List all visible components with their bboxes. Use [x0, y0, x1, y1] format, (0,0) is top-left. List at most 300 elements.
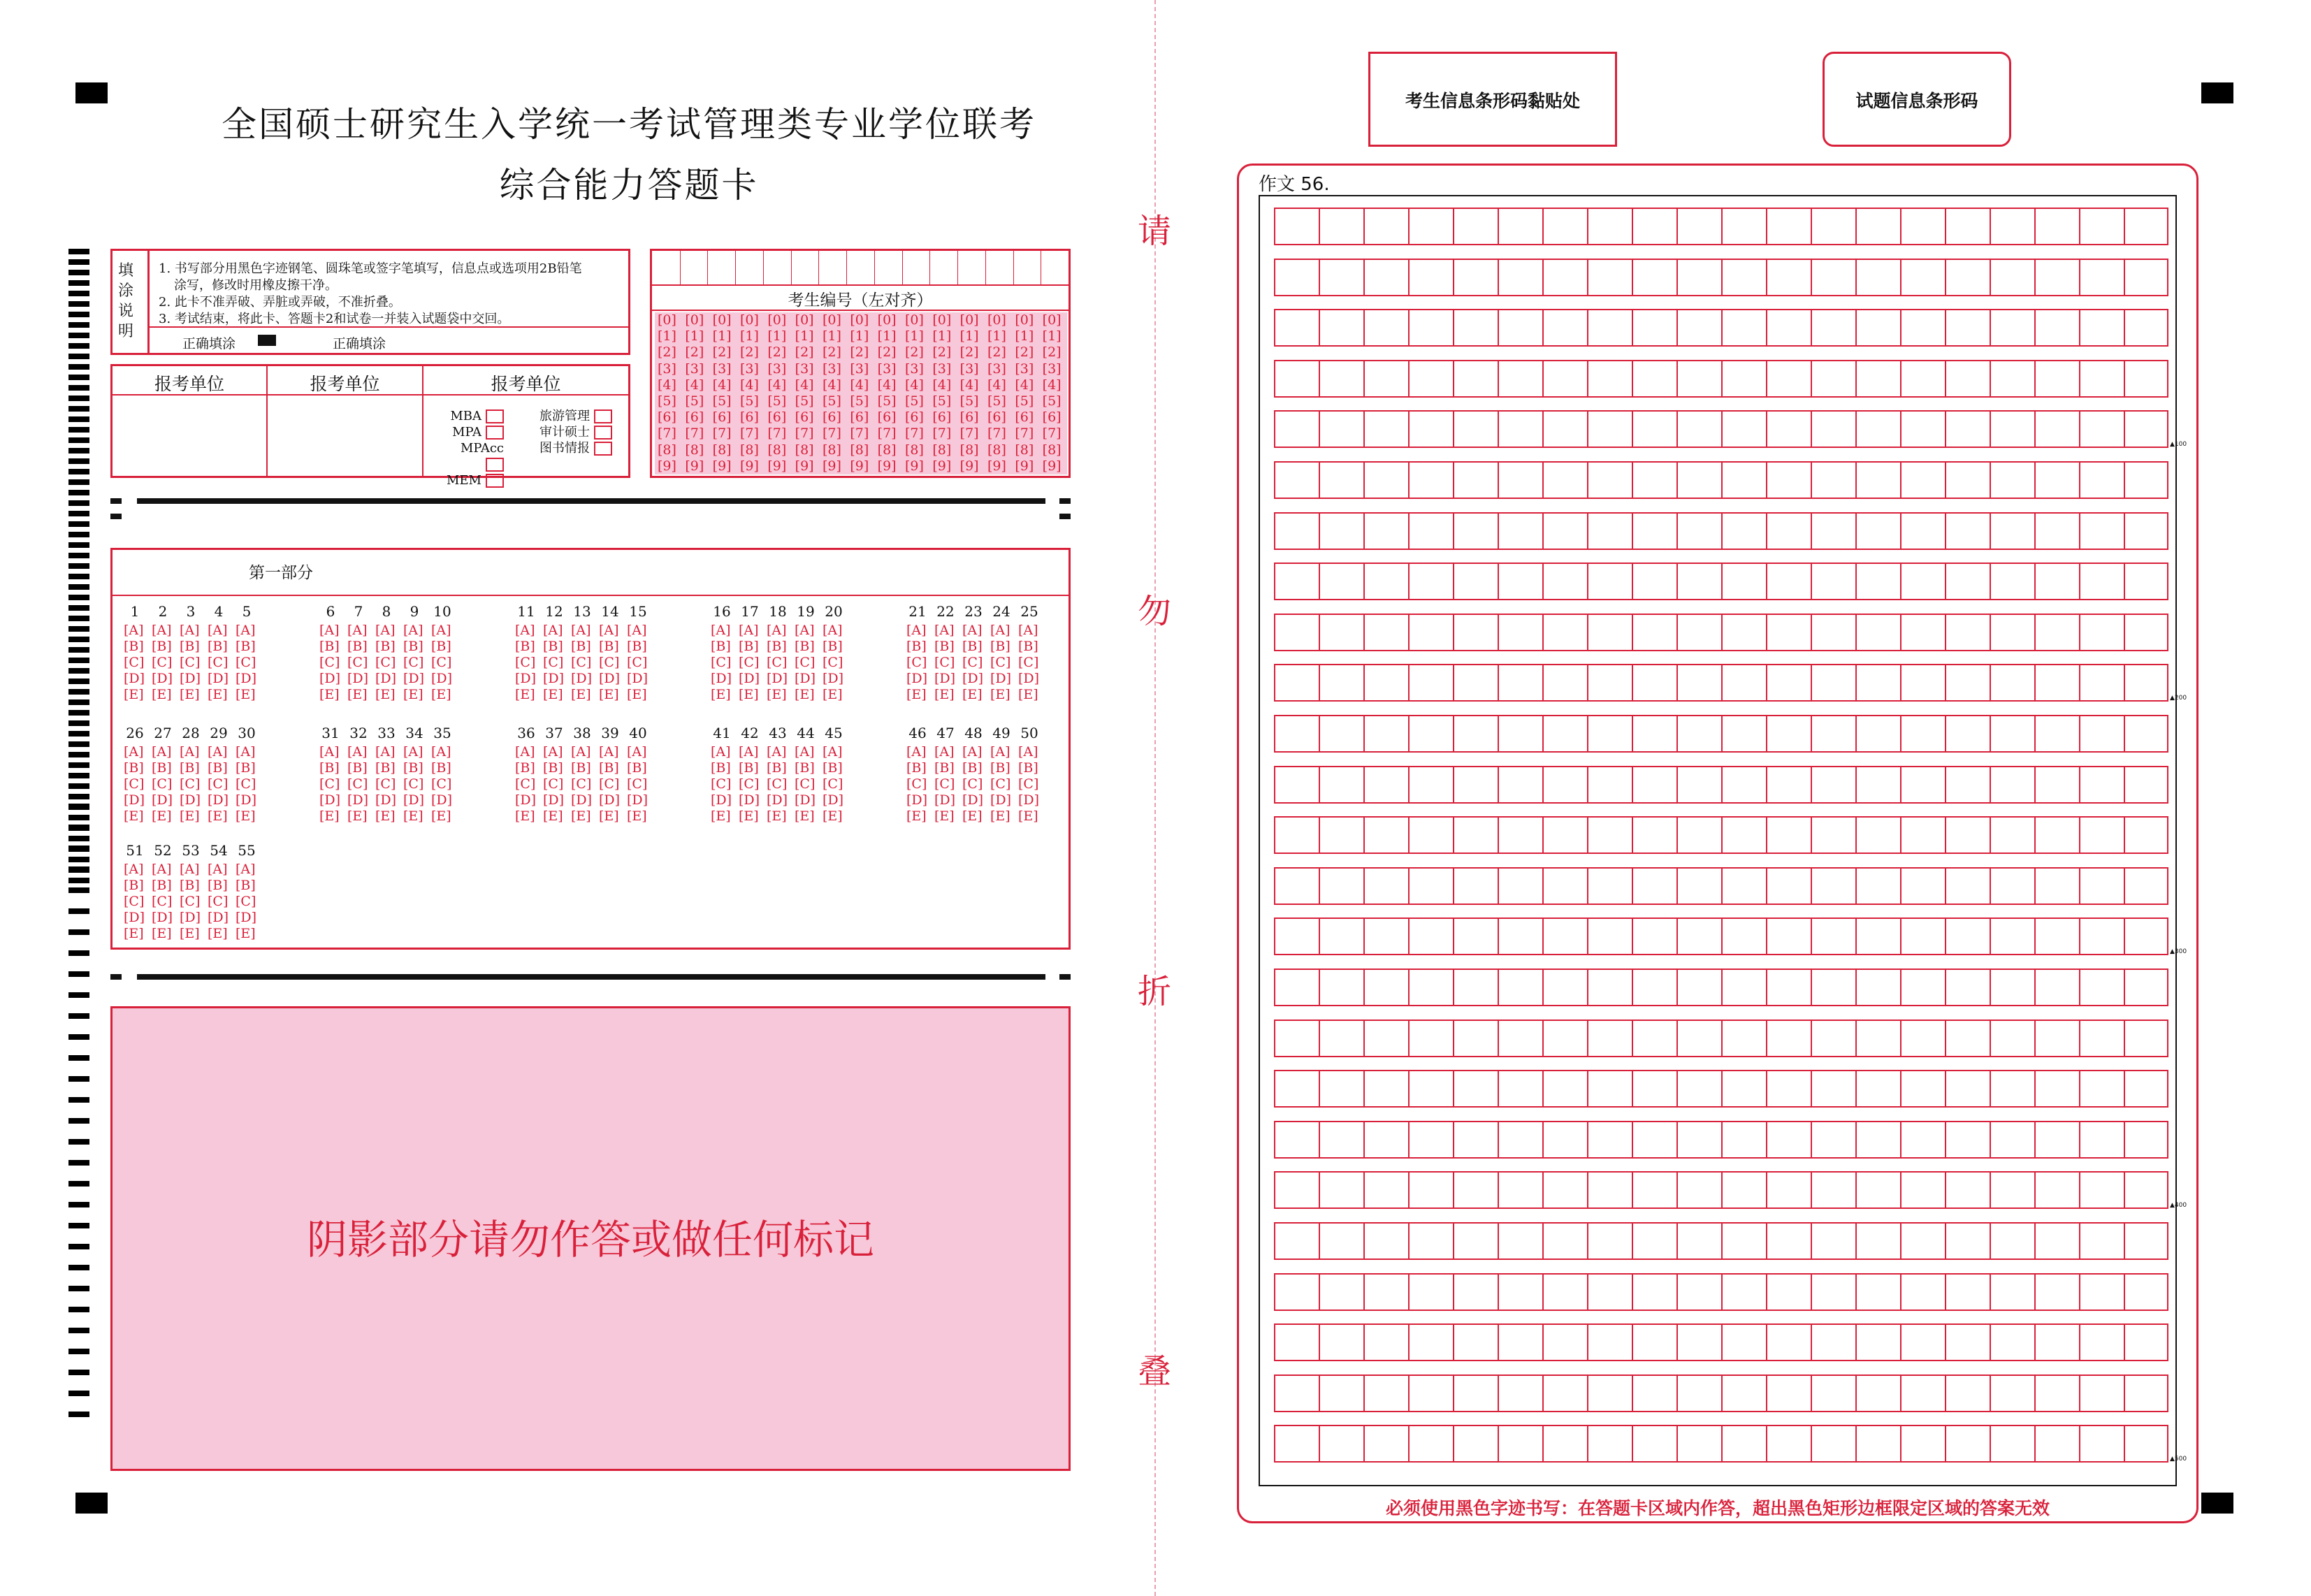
option-bubble[interactable]: [A]	[431, 744, 451, 760]
option-bubble[interactable]: [A]	[152, 862, 172, 877]
option-bubble[interactable]: [E]	[431, 808, 451, 824]
id-bubble[interactable]: [0]	[932, 312, 952, 328]
id-bubble[interactable]: [9]	[1015, 458, 1034, 474]
option-bubble[interactable]: [A]	[823, 744, 843, 760]
option-bubble[interactable]: [E]	[1018, 808, 1038, 824]
id-bubble[interactable]: [3]	[685, 361, 704, 377]
option-bubble[interactable]: [E]	[124, 926, 144, 941]
option-bubble[interactable]: [E]	[962, 687, 983, 702]
id-bubble[interactable]: [8]	[685, 442, 704, 458]
option-bubble[interactable]: [A]	[627, 623, 647, 638]
option-bubble[interactable]: [A]	[403, 744, 423, 760]
option-bubble[interactable]: [C]	[180, 894, 201, 909]
id-bubble[interactable]: [3]	[767, 361, 787, 377]
option-bubble[interactable]: [D]	[431, 671, 453, 686]
option-bubble[interactable]: [D]	[823, 792, 844, 808]
id-bubble[interactable]: [0]	[795, 312, 814, 328]
option-bubble[interactable]: [E]	[347, 687, 368, 702]
option-bubble[interactable]: [B]	[599, 760, 619, 776]
option-bubble[interactable]: [C]	[515, 655, 536, 670]
option-bubble[interactable]: [D]	[236, 792, 257, 808]
id-bubble[interactable]: [4]	[685, 377, 704, 393]
id-bubble[interactable]: [9]	[959, 458, 979, 474]
id-bubble[interactable]: [6]	[658, 409, 676, 426]
id-bubble[interactable]: [2]	[932, 344, 952, 361]
id-bubble[interactable]: [7]	[685, 426, 704, 442]
option-bubble[interactable]: [A]	[934, 623, 955, 638]
option-bubble[interactable]: [E]	[543, 687, 563, 702]
option-bubble[interactable]: [E]	[627, 808, 647, 824]
option-bubble[interactable]: [C]	[711, 655, 732, 670]
option-bubble[interactable]: [D]	[515, 792, 537, 808]
option-bubble[interactable]: [C]	[571, 776, 592, 792]
id-bubble[interactable]: [1]	[795, 328, 814, 344]
option-bubble[interactable]: [A]	[375, 744, 396, 760]
id-bubble[interactable]: [5]	[795, 393, 814, 409]
option-bubble[interactable]: [D]	[627, 792, 649, 808]
unit-option[interactable]: 图书情报	[525, 440, 612, 456]
option-bubble[interactable]: [E]	[124, 687, 144, 702]
id-bubble[interactable]: [5]	[987, 393, 1006, 409]
option-bubble[interactable]: [E]	[375, 687, 396, 702]
option-bubble[interactable]: [C]	[934, 655, 955, 670]
id-bubble[interactable]: [8]	[932, 442, 952, 458]
id-bubble[interactable]: [6]	[740, 409, 759, 426]
option-bubble[interactable]: [A]	[934, 744, 955, 760]
id-bubble[interactable]: [9]	[685, 458, 704, 474]
option-bubble[interactable]: [D]	[124, 910, 145, 925]
option-bubble[interactable]: [B]	[347, 760, 368, 776]
id-bubble[interactable]: [6]	[877, 409, 897, 426]
option-bubble[interactable]: [A]	[124, 862, 144, 877]
option-bubble[interactable]: [A]	[515, 623, 535, 638]
id-bubble[interactable]: [4]	[1042, 377, 1062, 393]
id-bubble[interactable]: [9]	[823, 458, 841, 474]
id-bubble[interactable]: [5]	[959, 393, 979, 409]
id-bubble[interactable]: [9]	[932, 458, 952, 474]
option-bubble[interactable]: [B]	[152, 639, 172, 654]
id-bubble[interactable]: [6]	[905, 409, 924, 426]
option-bubble[interactable]: [A]	[906, 744, 927, 760]
option-bubble[interactable]: [B]	[403, 639, 423, 654]
option-bubble[interactable]: [D]	[319, 792, 341, 808]
id-bubble[interactable]: [1]	[987, 328, 1006, 344]
id-bubble[interactable]: [5]	[658, 393, 676, 409]
option-bubble[interactable]: [A]	[208, 623, 228, 638]
unit-option[interactable]: MPA	[441, 424, 504, 440]
option-bubble[interactable]: [D]	[990, 792, 1012, 808]
option-bubble[interactable]: [C]	[431, 776, 452, 792]
id-bubble[interactable]: [3]	[823, 361, 841, 377]
option-bubble[interactable]: [E]	[347, 808, 368, 824]
id-bubble[interactable]: [2]	[658, 344, 676, 361]
id-bubble[interactable]: [9]	[987, 458, 1006, 474]
option-bubble[interactable]: [A]	[152, 623, 172, 638]
option-bubble[interactable]: [E]	[1018, 687, 1038, 702]
option-bubble[interactable]: [B]	[124, 878, 144, 893]
option-bubble[interactable]: [E]	[208, 687, 228, 702]
option-bubble[interactable]: [B]	[795, 760, 815, 776]
id-bubble[interactable]: [4]	[712, 377, 732, 393]
option-bubble[interactable]: [A]	[236, 862, 256, 877]
option-bubble[interactable]: [B]	[543, 760, 563, 776]
option-bubble[interactable]: [D]	[375, 671, 397, 686]
id-bubble[interactable]: [9]	[795, 458, 814, 474]
id-bubble[interactable]: [0]	[1015, 312, 1034, 328]
option-bubble[interactable]: [D]	[236, 910, 257, 925]
option-bubble[interactable]: [C]	[627, 776, 648, 792]
option-bubble[interactable]: [A]	[180, 623, 200, 638]
id-bubble[interactable]: [5]	[877, 393, 897, 409]
option-bubble[interactable]: [B]	[906, 639, 927, 654]
option-bubble[interactable]: [A]	[1018, 744, 1038, 760]
option-bubble[interactable]: [A]	[627, 744, 647, 760]
id-bubble[interactable]: [4]	[1015, 377, 1034, 393]
option-bubble[interactable]: [B]	[180, 760, 200, 776]
option-bubble[interactable]: [D]	[208, 792, 229, 808]
option-bubble[interactable]: [D]	[152, 910, 173, 925]
option-bubble[interactable]: [B]	[906, 760, 927, 776]
id-bubble[interactable]: [7]	[959, 426, 979, 442]
option-bubble[interactable]: [A]	[767, 623, 787, 638]
option-bubble[interactable]: [B]	[152, 878, 172, 893]
option-bubble[interactable]: [B]	[711, 639, 731, 654]
option-bubble[interactable]: [E]	[236, 808, 256, 824]
option-bubble[interactable]: [D]	[934, 671, 956, 686]
id-bubble[interactable]: [7]	[712, 426, 732, 442]
option-bubble[interactable]: [C]	[347, 655, 368, 670]
id-bubble[interactable]: [7]	[767, 426, 787, 442]
option-bubble[interactable]: [C]	[990, 776, 1011, 792]
option-bubble[interactable]: [E]	[795, 808, 815, 824]
option-bubble[interactable]: [A]	[319, 744, 340, 760]
option-bubble[interactable]: [A]	[599, 744, 619, 760]
option-bubble[interactable]: [E]	[515, 808, 535, 824]
option-bubble[interactable]: [E]	[962, 808, 983, 824]
id-bubble[interactable]: [4]	[987, 377, 1006, 393]
option-bubble[interactable]: [D]	[795, 792, 816, 808]
id-bubble[interactable]: [7]	[932, 426, 952, 442]
option-bubble[interactable]: [E]	[767, 687, 787, 702]
id-bubble[interactable]: [4]	[932, 377, 952, 393]
id-bubble[interactable]: [8]	[1042, 442, 1062, 458]
id-bubble[interactable]: [6]	[712, 409, 732, 426]
option-bubble[interactable]: [E]	[906, 808, 927, 824]
id-bubble[interactable]: [1]	[823, 328, 841, 344]
id-bubble[interactable]: [7]	[658, 426, 676, 442]
option-bubble[interactable]: [A]	[599, 623, 619, 638]
option-bubble[interactable]: [E]	[152, 808, 172, 824]
option-bubble[interactable]: [A]	[711, 623, 731, 638]
id-bubble[interactable]: [7]	[877, 426, 897, 442]
id-bubble[interactable]: [0]	[850, 312, 869, 328]
option-bubble[interactable]: [A]	[739, 744, 759, 760]
id-bubble[interactable]: [4]	[959, 377, 979, 393]
option-bubble[interactable]: [E]	[403, 808, 423, 824]
unit-option[interactable]: 旅游管理	[525, 408, 612, 424]
option-bubble[interactable]: [B]	[711, 760, 731, 776]
option-bubble[interactable]: [E]	[823, 808, 843, 824]
option-bubble[interactable]: [D]	[627, 671, 649, 686]
id-bubble[interactable]: [9]	[767, 458, 787, 474]
id-bubble[interactable]: [2]	[877, 344, 897, 361]
option-bubble[interactable]: [C]	[739, 776, 760, 792]
id-bubble[interactable]: [6]	[767, 409, 787, 426]
id-bubble[interactable]: [0]	[740, 312, 759, 328]
id-bubble[interactable]: [1]	[767, 328, 787, 344]
option-bubble[interactable]: [B]	[180, 878, 200, 893]
id-bubble[interactable]: [5]	[1015, 393, 1034, 409]
option-bubble[interactable]: [D]	[906, 792, 928, 808]
option-bubble[interactable]: [C]	[934, 776, 955, 792]
unit-option[interactable]: MEM	[441, 472, 504, 488]
id-bubble[interactable]: [8]	[658, 442, 676, 458]
id-bubble[interactable]: [1]	[905, 328, 924, 344]
option-bubble[interactable]: [A]	[124, 623, 144, 638]
option-bubble[interactable]: [A]	[1018, 623, 1038, 638]
option-bubble[interactable]: [C]	[375, 776, 396, 792]
option-bubble[interactable]: [D]	[347, 671, 369, 686]
option-bubble[interactable]: [D]	[571, 671, 593, 686]
id-bubble[interactable]: [7]	[1015, 426, 1034, 442]
id-bubble[interactable]: [8]	[1015, 442, 1034, 458]
option-bubble[interactable]: [D]	[180, 792, 201, 808]
id-bubble[interactable]: [3]	[932, 361, 952, 377]
option-bubble[interactable]: [E]	[795, 687, 815, 702]
option-bubble[interactable]: [D]	[208, 671, 229, 686]
option-bubble[interactable]: [C]	[152, 894, 173, 909]
option-bubble[interactable]: [B]	[990, 760, 1010, 776]
option-bubble[interactable]: [D]	[1018, 792, 1040, 808]
option-bubble[interactable]: [D]	[543, 792, 565, 808]
id-bubble[interactable]: [0]	[1042, 312, 1062, 328]
option-bubble[interactable]: [E]	[823, 687, 843, 702]
id-bubble[interactable]: [2]	[1042, 344, 1062, 361]
option-bubble[interactable]: [B]	[823, 639, 843, 654]
option-bubble[interactable]: [D]	[403, 792, 425, 808]
option-bubble[interactable]: [C]	[515, 776, 536, 792]
option-bubble[interactable]: [D]	[543, 671, 565, 686]
option-bubble[interactable]: [B]	[767, 760, 787, 776]
id-bubble[interactable]: [0]	[658, 312, 676, 328]
option-bubble[interactable]: [A]	[152, 744, 172, 760]
option-bubble[interactable]: [A]	[962, 623, 983, 638]
option-bubble[interactable]: [E]	[319, 808, 340, 824]
id-bubble[interactable]: [3]	[905, 361, 924, 377]
option-bubble[interactable]: [A]	[795, 744, 815, 760]
option-bubble[interactable]: [D]	[515, 671, 537, 686]
id-bubble[interactable]: [4]	[850, 377, 869, 393]
option-bubble[interactable]: [A]	[124, 744, 144, 760]
id-bubble[interactable]: [4]	[795, 377, 814, 393]
option-bubble[interactable]: [B]	[962, 760, 983, 776]
option-bubble[interactable]: [A]	[739, 623, 759, 638]
option-bubble[interactable]: [A]	[990, 744, 1010, 760]
option-bubble[interactable]: [B]	[236, 878, 256, 893]
id-bubble[interactable]: [6]	[987, 409, 1006, 426]
id-bubble[interactable]: [6]	[932, 409, 952, 426]
id-bubble[interactable]: [4]	[877, 377, 897, 393]
option-bubble[interactable]: [B]	[431, 639, 451, 654]
option-bubble[interactable]: [D]	[1018, 671, 1040, 686]
id-bubble[interactable]: [2]	[740, 344, 759, 361]
option-bubble[interactable]: [B]	[739, 760, 759, 776]
id-bubble[interactable]: [8]	[795, 442, 814, 458]
id-bubble[interactable]: [2]	[767, 344, 787, 361]
option-bubble[interactable]: [A]	[180, 744, 200, 760]
option-bubble[interactable]: [D]	[599, 671, 621, 686]
option-bubble[interactable]: [C]	[236, 655, 256, 670]
option-bubble[interactable]: [A]	[236, 623, 256, 638]
option-bubble[interactable]: [D]	[180, 910, 201, 925]
option-bubble[interactable]: [E]	[627, 687, 647, 702]
id-bubble[interactable]: [4]	[905, 377, 924, 393]
option-bubble[interactable]: [E]	[599, 808, 619, 824]
id-bubble[interactable]: [3]	[740, 361, 759, 377]
option-bubble[interactable]: [B]	[823, 760, 843, 776]
id-bubble[interactable]: [4]	[767, 377, 787, 393]
id-bubble[interactable]: [6]	[1015, 409, 1034, 426]
id-bubble[interactable]: [5]	[823, 393, 841, 409]
option-bubble[interactable]: [E]	[934, 687, 955, 702]
option-bubble[interactable]: [B]	[236, 639, 256, 654]
option-bubble[interactable]: [D]	[124, 671, 145, 686]
option-bubble[interactable]: [B]	[599, 639, 619, 654]
id-bubble[interactable]: [9]	[740, 458, 759, 474]
id-bubble[interactable]: [1]	[740, 328, 759, 344]
option-bubble[interactable]: [C]	[180, 776, 201, 792]
option-bubble[interactable]: [C]	[823, 655, 843, 670]
option-bubble[interactable]: [B]	[571, 639, 591, 654]
option-bubble[interactable]: [B]	[739, 639, 759, 654]
option-bubble[interactable]: [B]	[152, 760, 172, 776]
id-bubble[interactable]: [2]	[905, 344, 924, 361]
option-bubble[interactable]: [D]	[208, 910, 229, 925]
option-bubble[interactable]: [E]	[403, 687, 423, 702]
option-bubble[interactable]: [E]	[990, 687, 1010, 702]
option-bubble[interactable]: [C]	[124, 894, 145, 909]
id-bubble[interactable]: [6]	[795, 409, 814, 426]
option-bubble[interactable]: [A]	[543, 623, 563, 638]
option-bubble[interactable]: [C]	[319, 776, 340, 792]
option-bubble[interactable]: [E]	[236, 687, 256, 702]
id-bubble[interactable]: [1]	[685, 328, 704, 344]
option-bubble[interactable]: [E]	[599, 687, 619, 702]
id-bubble[interactable]: [6]	[823, 409, 841, 426]
option-bubble[interactable]: [C]	[319, 655, 340, 670]
id-bubble[interactable]: [7]	[905, 426, 924, 442]
option-bubble[interactable]: [E]	[236, 926, 256, 941]
option-bubble[interactable]: [E]	[711, 808, 731, 824]
option-bubble[interactable]: [C]	[823, 776, 843, 792]
option-bubble[interactable]: [A]	[962, 744, 983, 760]
option-bubble[interactable]: [A]	[208, 862, 228, 877]
id-bubble[interactable]: [8]	[850, 442, 869, 458]
id-bubble[interactable]: [2]	[850, 344, 869, 361]
option-bubble[interactable]: [A]	[208, 744, 228, 760]
id-bubble[interactable]: [4]	[658, 377, 676, 393]
option-bubble[interactable]: [D]	[711, 671, 732, 686]
id-bubble[interactable]: [6]	[850, 409, 869, 426]
option-bubble[interactable]: [B]	[208, 760, 228, 776]
option-bubble[interactable]: [C]	[962, 776, 983, 792]
id-bubble[interactable]: [9]	[905, 458, 924, 474]
option-bubble[interactable]: [C]	[124, 776, 145, 792]
id-bubble[interactable]: [5]	[767, 393, 787, 409]
option-bubble[interactable]: [D]	[962, 792, 984, 808]
id-bubble[interactable]: [8]	[959, 442, 979, 458]
option-bubble[interactable]: [E]	[906, 687, 927, 702]
id-bubble[interactable]: [7]	[1042, 426, 1062, 442]
id-bubble[interactable]: [3]	[987, 361, 1006, 377]
id-bubble[interactable]: [5]	[740, 393, 759, 409]
option-bubble[interactable]: [D]	[152, 792, 173, 808]
option-bubble[interactable]: [B]	[208, 639, 228, 654]
option-bubble[interactable]: [C]	[1018, 776, 1039, 792]
option-bubble[interactable]: [C]	[152, 655, 173, 670]
option-bubble[interactable]: [B]	[515, 760, 535, 776]
id-bubble[interactable]: [6]	[959, 409, 979, 426]
option-bubble[interactable]: [D]	[962, 671, 984, 686]
option-bubble[interactable]: [C]	[347, 776, 368, 792]
option-bubble[interactable]: [D]	[711, 792, 732, 808]
option-bubble[interactable]: [C]	[739, 655, 760, 670]
option-bubble[interactable]: [C]	[906, 776, 927, 792]
option-bubble[interactable]: [C]	[711, 776, 732, 792]
id-bubble[interactable]: [5]	[712, 393, 732, 409]
id-bubble[interactable]: [1]	[1042, 328, 1062, 344]
option-bubble[interactable]: [C]	[543, 655, 564, 670]
option-bubble[interactable]: [C]	[990, 655, 1011, 670]
option-bubble[interactable]: [A]	[767, 744, 787, 760]
option-bubble[interactable]: [E]	[711, 687, 731, 702]
id-bubble[interactable]: [0]	[877, 312, 897, 328]
id-bubble[interactable]: [5]	[932, 393, 952, 409]
option-bubble[interactable]: [B]	[180, 639, 200, 654]
option-bubble[interactable]: [D]	[599, 792, 621, 808]
id-bubble[interactable]: [2]	[823, 344, 841, 361]
option-bubble[interactable]: [D]	[319, 671, 341, 686]
option-bubble[interactable]: [E]	[152, 687, 172, 702]
option-bubble[interactable]: [B]	[767, 639, 787, 654]
id-bubble[interactable]: [3]	[877, 361, 897, 377]
option-bubble[interactable]: [B]	[795, 639, 815, 654]
option-bubble[interactable]: [E]	[375, 808, 396, 824]
option-bubble[interactable]: [C]	[180, 655, 201, 670]
id-bubble[interactable]: [8]	[877, 442, 897, 458]
id-bubble[interactable]: [6]	[685, 409, 704, 426]
option-bubble[interactable]: [A]	[431, 623, 451, 638]
option-bubble[interactable]: [C]	[124, 655, 145, 670]
option-bubble[interactable]: [E]	[571, 687, 591, 702]
id-bubble[interactable]: [5]	[850, 393, 869, 409]
id-bubble[interactable]: [6]	[1042, 409, 1062, 426]
option-bubble[interactable]: [C]	[375, 655, 396, 670]
id-bubble[interactable]: [2]	[959, 344, 979, 361]
id-bubble[interactable]: [3]	[850, 361, 869, 377]
option-bubble[interactable]: [A]	[711, 744, 731, 760]
option-bubble[interactable]: [C]	[208, 776, 229, 792]
option-bubble[interactable]: [D]	[990, 671, 1012, 686]
option-bubble[interactable]: [D]	[934, 792, 956, 808]
option-bubble[interactable]: [D]	[795, 671, 816, 686]
id-bubble[interactable]: [8]	[905, 442, 924, 458]
option-bubble[interactable]: [C]	[767, 655, 788, 670]
id-bubble[interactable]: [7]	[850, 426, 869, 442]
id-bubble[interactable]: [5]	[905, 393, 924, 409]
option-bubble[interactable]: [E]	[208, 926, 228, 941]
option-bubble[interactable]: [D]	[347, 792, 369, 808]
